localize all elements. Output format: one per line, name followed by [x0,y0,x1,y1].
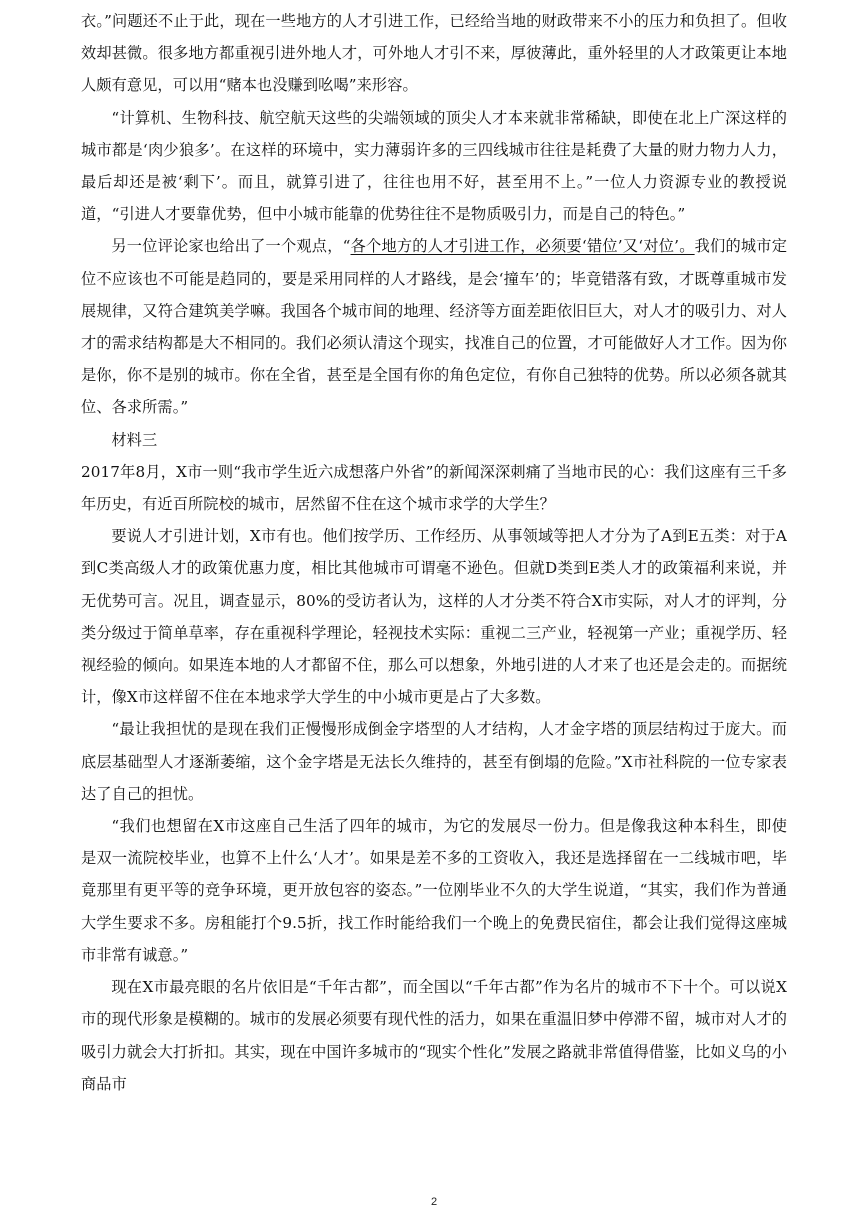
paragraph-expert-worry: “最让我担忧的是现在我们正慢慢形成倒金字塔型的人才结构，人才金字塔的顶层结构过于庞大。而底层基础型人才逐渐萎缩，这个金字塔是无法长久维持的，甚至有倒塌的危险。”X市社科院的一位专家表达了自己的担忧。 [81,720,787,803]
critic-quote-intro: 另一位评论家也给出了一个观点，“ [111,237,351,256]
paragraph-city-image: 现在X市最亮眼的名片依旧是“千年古都”，而全国以“千年古都”作为名片的城市不下十个。可以说X市的现代形象是模糊的。城市的发展必须要有现代性的活力，如果在重温旧梦中停滞不留，城市对人才的吸引力就会大打折扣。其实，现在中国许多城市的“现实个性化”发展之路就非常值得借鉴，比如义乌的小商品市 [81,978,787,1093]
paragraph-news-2017: 2017年8月，X市一则“我市学生近六成想落户外省”的新闻深深刺痛了当地市民的心：我们这座有三千多年历史，有近百所院校的城市，居然留不住在这个城市求学的大学生？ [81,462,787,514]
page-number: 2 [430,1196,438,1208]
document-body [81,5,787,1100]
paragraph-graduate-quote: “我们也想留在X市这座自己生活了四年的城市，为它的发展尽一份力。但是像我这种本科生，即使是双一流院校毕业，也算不上什么‘人才’。如果是差不多的工资收入，我还是选择留在一二线城市吧，毕竟那里有更平等的竞争环境，更开放包容的姿态。”一位刚毕业不久的大学生说道，“其实，我们作为普通大学生要求不多。房租能打个9.5折，找工作时能给我们一个晚上的免费民宿住，都会让我们觉得这座城市非常有诚意。” [81,817,787,964]
paragraph-talent-plan: 要说人才引进计划，X市有也。他们按学历、工作经历、从事领域等把人才分为了A到E五类：对于A到C类高级人才的政策优惠力度，相比其他城市可谓毫不逊色。但就D类到E类人才的政策福利来说，并无优势可言。况且，调查显示，80%的受访者认为，这样的人才分类不符合X市实际，对人才的评判，分类分级过于简单草率，存在重视科学理论，轻视技术实际：重视二三产业，轻视第一产业；重视学历、轻视经验的倾向。如果连本地的人才都留不住，那么可以想象，外地引进的人才来了也还是会走的。而据统计，像X市这样留不住在本地求学大学生的中小城市更是占了大多数。 [81,527,787,707]
paragraph-continuation: 衣。”问题还不止于此，现在一些地方的人才引进工作，已经给当地的财政带来不小的压力和负担了。但收效却甚微。很多地方都重视引进外地人才，可外地人才引不来，厚彼薄此，重外轻里的人才政策更让本地人颇有意见，可以用“赌本也没赚到吆喝”来形容。 [81,12,787,95]
critic-quote-rest: 我们的城市定位不应该也不可能是趋同的，要是采用同样的人才路线，是会‘撞车’的；毕竟错落有致，才既尊重城市发展规律，又符合建筑美学嘛。我国各个城市间的地理、经济等方面差距依旧巨大，对人才的吸引力、对人才的需求结构都是大不相同的。我们必须认清这个现实，找准自己的位置，才可能做好人才工作。因为你是你，你不是别的城市。你在全省，甚至是全国有你的角色定位，有你自己独特的优势。所以必须各就其位、各求所需。” [81,237,787,417]
paragraph-professor-quote: “计算机、生物科技、航空航天这些的尖端领域的顶尖人才本来就非常稀缺，即使在北上广深这样的城市都是‘肉少狼多’。在这样的环境中，实力薄弱许多的三四线城市往往是耗费了大量的财力物力人力，最后却还是被‘剩下’。而且，就算引进了，往往也用不好，甚至用不上。”一位人力资源专业的教授说道，“引进人才要靠优势，但中小城市能靠的优势往往不是物质吸引力，而是自己的特色。” [81,108,787,224]
paragraph-critic-quote [81,230,787,423]
underlined-key-sentence: 各个地方的人才引进工作，必须要‘错位’又‘对位’。 [350,237,695,256]
section-heading-material-three: 材料三 [111,430,158,449]
